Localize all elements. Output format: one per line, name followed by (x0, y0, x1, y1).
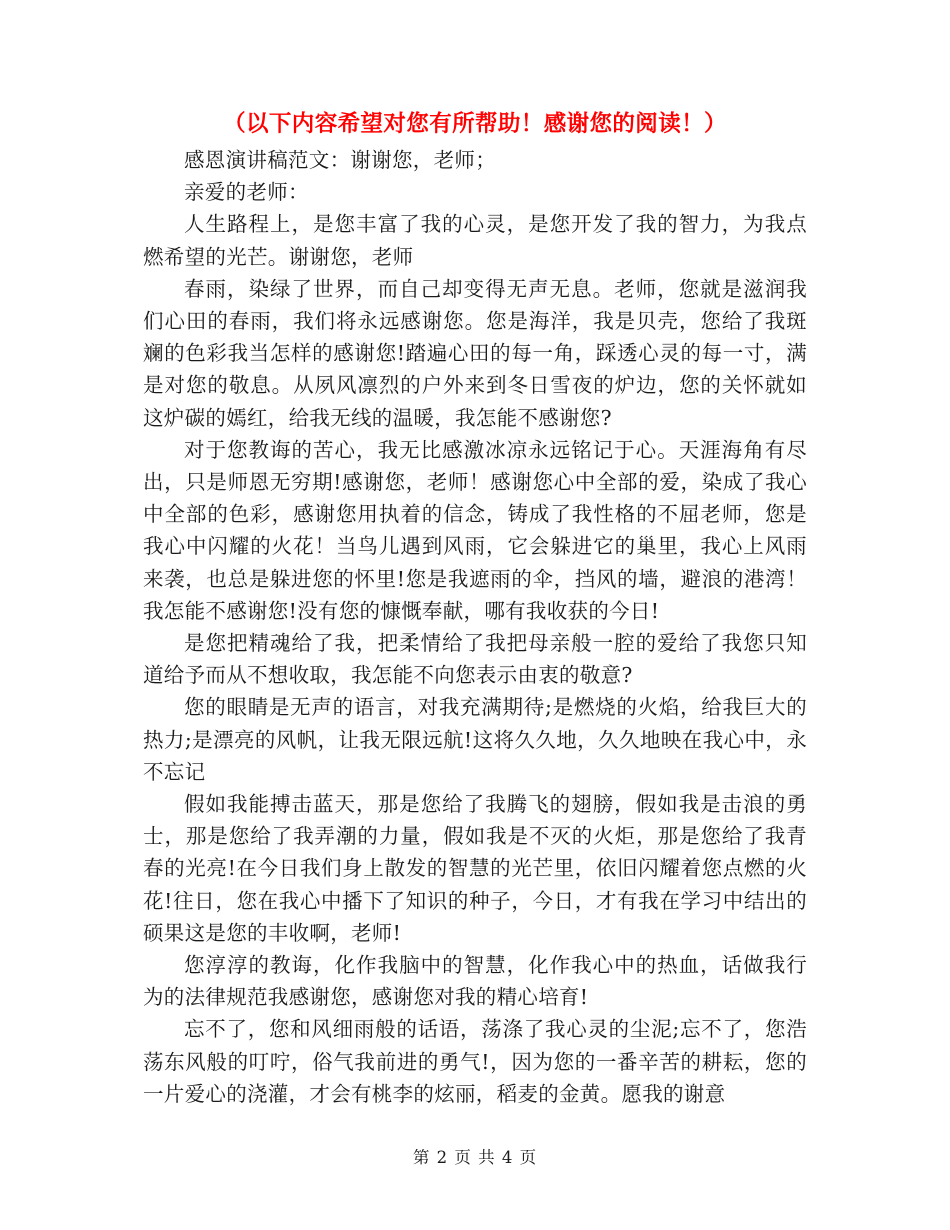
paragraph: 人生路程上，是您丰富了我的心灵，是您开发了我的智力，为我点燃希望的光芒。谢谢您，老师 (143, 212, 807, 269)
paragraph: 您的眼睛是无声的语言，对我充满期待;是燃烧的火焰，给我巨大的热力;是漂亮的风帆，让我无限远航!这将久久地，久久地映在我心中，永不忘记 (143, 695, 807, 784)
paragraph: 您淳淳的教诲，化作我脑中的智慧，化作我心中的热血，话做我行为的法律规范我感谢您，感谢您对我的精心培育! (143, 953, 807, 1010)
article-body (143, 144, 807, 1110)
header-banner: （以下内容希望对您有所帮助！感谢您的阅读！） (223, 111, 727, 137)
paragraph: 是您把精魂给了我，把柔情给了我把母亲般一腔的爱给了我您只知道给予而从不想收取，我怎能不向您表示由衷的敬意? (143, 631, 807, 688)
paragraph-title-line: 感恩演讲稿范文：谢谢您，老师； (184, 148, 496, 172)
paragraph: 假如我能搏击蓝天，那是您给了我腾飞的翅膀，假如我是击浪的勇士，那是您给了我弄潮的力量，假如我是不灭的火炬，那是您给了我青春的光亮!在今日我们身上散发的智慧的光芒里，依旧闪耀着您点燃的火花!往日，您在我心中播下了知识的种子，今日，才有我在学习中结出的硕果这是您的丰收啊，老师! (143, 792, 807, 945)
page-number-footer: 第 2 页 共 4 页 (412, 1148, 538, 1167)
paragraph: 忘不了，您和风细雨般的话语，荡涤了我心灵的尘泥;忘不了，您浩荡东风般的叮咛，俗气我前进的勇气!，因为您的一番辛苦的耕耘，您的一片爱心的浇灌，才会有桃李的炫丽，稻麦的金黄。愿我的谢意 (143, 1017, 807, 1106)
paragraph-salutation: 亲爱的老师： (184, 180, 309, 205)
paragraph: 对于您教诲的苦心，我无比感激冰凉永远铭记于心。天涯海角有尽出，只是师恩无穷期!感谢您，老师！感谢您心中全部的爱，染成了我心中全部的色彩，感谢您用执着的信念，铸成了我性格的不屈老师，您是我心中闪耀的火花！当鸟儿遇到风雨，它会躲进它的巢里，我心上风雨来袭，也总是躲进您的怀里!您是我遮雨的伞，挡风的墙，避浪的港湾！我怎能不感谢您!没有您的慷慨奉献，哪有我收获的今日! (143, 437, 807, 623)
paragraph: 春雨，染绿了世界，而自己却变得无声无息。老师，您就是滋润我们心田的春雨，我们将永远感谢您。您是海洋，我是贝壳，您给了我斑斓的色彩我当怎样的感谢您!踏遍心田的每一角，踩透心灵的每一寸，满是对您的敬息。从夙风凛烈的户外来到冬日雪夜的炉边，您的关怀就如这炉碳的嫣红，给我无线的温暖，我怎能不感谢您? (143, 276, 807, 430)
